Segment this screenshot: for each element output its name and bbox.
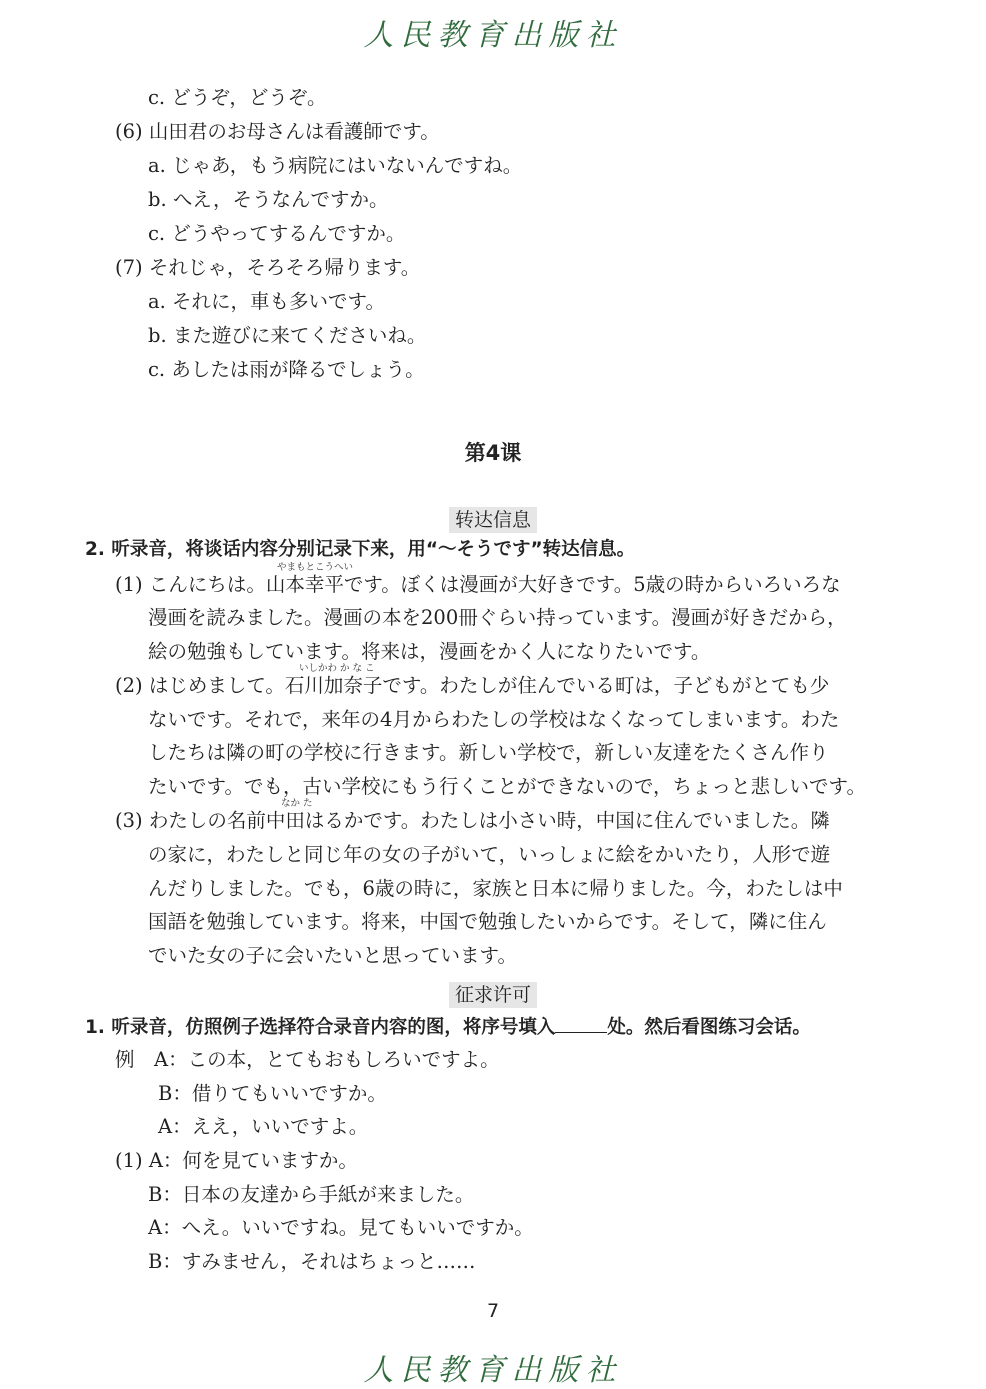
paragraph-line: でいた女の子に会いたいと思っています。 [148, 944, 517, 967]
paragraph-line: んだりしました。でも，6歳の時に，家族と日本に帰りました。今，わたしは中 [148, 877, 843, 900]
paragraph-line: (2) はじめまして。石川加奈子です。わたしが住んでいる町は，子どもがとても少 [115, 674, 830, 697]
lesson-title: 第4课 [464, 441, 522, 465]
dialogue-line: B：すみません，それはちょっと…… [148, 1250, 476, 1273]
page-number: 7 [486, 1300, 500, 1322]
option-line: c. どうやってするんですか。 [148, 222, 406, 245]
paragraph-line: たいです。でも，古い学校にもう行くことができないので，ちょっと悲しいです。 [148, 775, 866, 798]
paragraph-line: 絵の勉強もしています。将来は，漫画をかく人になりたいです。 [148, 640, 711, 663]
dialogue-line: A：へえ。いいですね。見てもいいですか。 [148, 1216, 534, 1239]
option-line: b. へえ，そうなんですか。 [148, 188, 389, 211]
paragraph-line: したちは隣の町の学校に行きます。新しい学校で，新しい友達をたくさん作り [148, 741, 829, 764]
dialogue-line: B：借りてもいいですか。 [158, 1082, 387, 1105]
question-line: (6) 山田君のお母さんは看護師です。 [115, 120, 440, 143]
question-line: (7) それじゃ，そろそろ帰ります。 [115, 256, 421, 279]
exercise-instruction: 1. 听录音，仿照例子选择符合录音内容的图，将序号填入 处。然后看图练习会话。 [85, 1017, 811, 1038]
paragraph-line: ないです。それで，来年の4月からわたしの学校はなくなってしまいます。わた [148, 708, 840, 731]
furigana: やまもとこうへい [277, 562, 354, 573]
publisher-logo-bottom: 人民教育出版社 [363, 1353, 623, 1388]
dialogue-line: (1) A：何を見ていますか。 [115, 1149, 358, 1172]
option-line: b. また遊びに来てくださいね。 [148, 324, 427, 347]
exercise-instruction: 2. 听录音，将谈话内容分别记录下来，用“〜そうです”转达信息。 [85, 539, 636, 560]
paragraph-line: 漫画を読みました。漫画の本を200冊ぐらい持っています。漫画が好きだから， [148, 606, 847, 629]
option-line: c. どうぞ，どうぞ。 [148, 86, 327, 109]
dialogue-line: 例 A：この本，とてもおもしろいですよ。 [115, 1048, 500, 1071]
dialogue-line: B：日本の友達から手紙が来ました。 [148, 1183, 475, 1206]
option-line: a. それに，車も多いです。 [148, 290, 385, 313]
furigana: いしかわ か な こ [299, 663, 375, 674]
section-title: 转达信息 [0, 505, 986, 532]
publisher-logo-top: 人民教育出版社 [363, 18, 623, 53]
option-line: c. あしたは雨が降るでしょう。 [148, 358, 425, 381]
section-title: 征求许可 [0, 980, 986, 1007]
option-line: a. じゃあ，もう病院にはいないんですね。 [148, 154, 523, 177]
paragraph-line: (3) わたしの名前中田はるかです。わたしは小さい時，中国に住んでいました。隣 [115, 809, 830, 832]
paragraph-line: の家に，わたしと同じ年の女の子がいて，いっしょに絵をかいたり，人形で遊 [148, 843, 831, 866]
paragraph-line: 国語を勉強しています。将来，中国で勉強したいからです。そして，隣に住ん [148, 910, 827, 933]
dialogue-line: A：ええ，いいですよ。 [158, 1115, 369, 1138]
furigana: なか た [281, 798, 313, 809]
answer-blank [555, 1016, 607, 1033]
paragraph-line: (1) こんにちは。山本幸平です。ぼくは漫画が大好きです。5歳の時からいろいろな [115, 573, 841, 596]
